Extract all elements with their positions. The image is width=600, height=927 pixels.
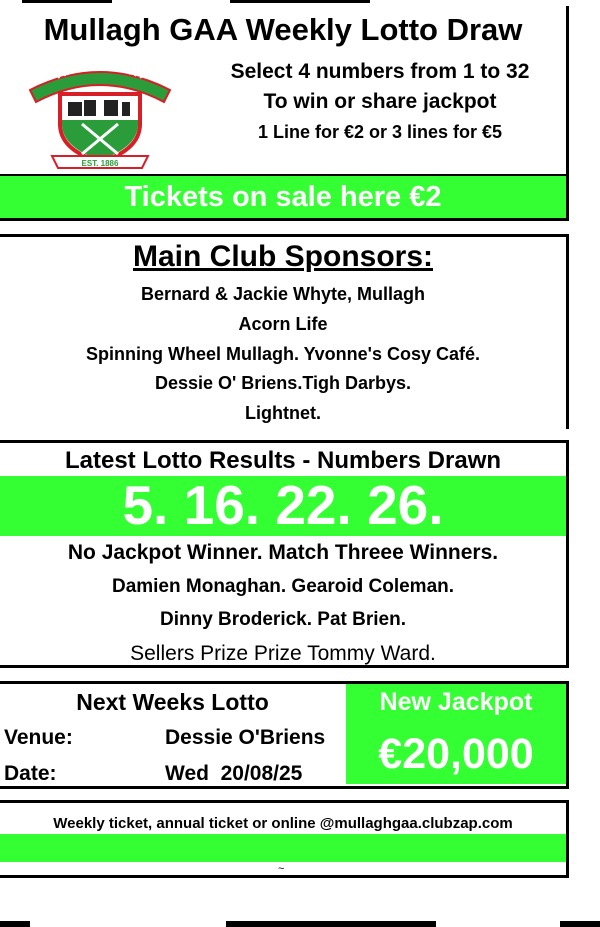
sellers-prize: Sellers Prize Prize Tommy Ward. — [130, 642, 436, 665]
results-right-border — [566, 440, 569, 668]
result-winners: Damien Monaghan. Gearoid Coleman. — [111, 576, 455, 597]
club-crest-logo — [22, 58, 178, 170]
info-line-jackpot: To win or share jackpot — [263, 90, 497, 113]
info-line-price: 1 Line for €2 or 3 lines for €5 — [257, 122, 503, 142]
footer-right-border — [566, 800, 569, 878]
sponsors-title: Main Club Sponsors: — [133, 240, 433, 273]
sponsor-item: Dessie O' Briens.Tigh Darbys. — [154, 373, 412, 393]
divider — [0, 218, 569, 221]
sponsor-item: Spinning Wheel Mullagh. Yvonne's Cosy Café. — [85, 344, 480, 364]
bottom-edge-mark — [0, 921, 30, 927]
bottom-edge-mark — [560, 921, 600, 927]
logo-top-text: AN MULLACH — [53, 58, 147, 82]
results-top-border — [0, 440, 569, 443]
top-edge-mark — [230, 0, 370, 3]
tilde-mark: ~ — [278, 863, 285, 875]
jackpot-label: New Jackpot — [379, 688, 533, 716]
result-jackpot-status: No Jackpot Winner. Match Threee Winners. — [67, 541, 499, 564]
venue-label: Venue: — [4, 726, 73, 749]
ticket-info-text: Weekly ticket, annual ticket or online @mullaghgaa.clubzap.com — [53, 815, 513, 832]
logo-est-text: EST. 1886 — [81, 159, 119, 168]
sponsors-right-border — [566, 234, 569, 429]
footer-banner — [0, 834, 566, 862]
tickets-banner: Tickets on sale here €2 — [0, 176, 566, 218]
header-right-border — [566, 6, 569, 220]
venue-value: Dessie O'Briens — [165, 726, 326, 749]
results-title: Latest Lotto Results - Numbers Drawn — [64, 447, 502, 474]
sponsor-item: Acorn Life — [238, 314, 328, 334]
next-right-border — [566, 681, 569, 789]
drawn-numbers: 5. 16. 22. 26. — [122, 474, 444, 536]
jackpot-box — [346, 684, 566, 784]
sponsors-top-border — [0, 234, 569, 237]
info-line-select: Select 4 numbers from 1 to 32 — [230, 60, 530, 83]
bottom-edge-mark — [226, 921, 436, 927]
top-edge-mark — [22, 0, 112, 3]
sponsor-item: Bernard & Jackie Whyte, Mullagh — [140, 284, 426, 304]
results-bottom-border — [0, 665, 569, 668]
footer-top-border — [0, 800, 569, 803]
date-label: Date: — [4, 762, 57, 785]
next-week-title: Next Weeks Lotto — [76, 689, 269, 715]
jackpot-amount: €20,000 — [378, 730, 534, 778]
date-value: Wed 20/08/25 — [165, 762, 303, 785]
result-winners: Dinny Broderick. Pat Brien. — [159, 609, 406, 630]
sponsor-item: Lightnet. — [245, 403, 321, 423]
page-title: Mullagh GAA Weekly Lotto Draw — [43, 12, 523, 47]
footer-bottom-border — [0, 875, 569, 878]
next-bottom-border — [0, 786, 569, 789]
